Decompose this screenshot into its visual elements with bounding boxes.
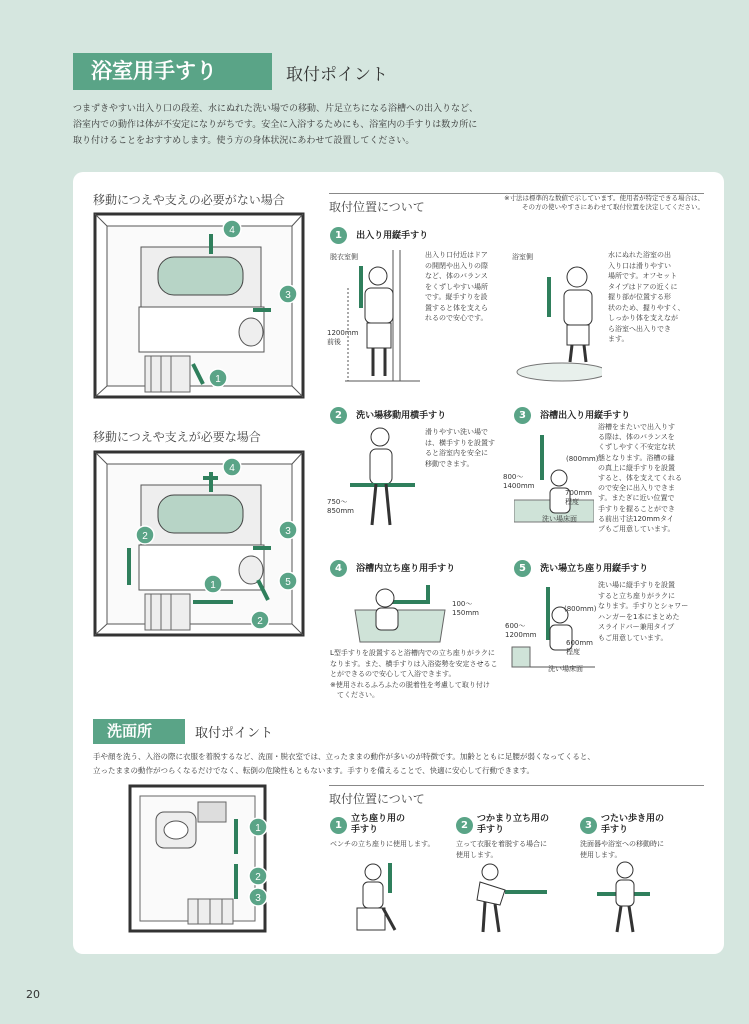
item-title: 浴槽内立ち座り用手すり <box>356 564 456 574</box>
item-2-text <box>425 427 495 469</box>
text-line: 洗い場に縦手すりを設置 <box>598 581 675 589</box>
text-line: ると浴室内を安全に <box>425 449 488 457</box>
text-line: す。またぎに近い位置で <box>598 494 675 503</box>
bath-item-3-heading <box>514 403 630 424</box>
wash-item-1-heading <box>330 814 405 836</box>
text-line: 浴槽をまたいで出入りす <box>598 423 675 431</box>
wash-subtitle: 取付ポイント <box>195 726 274 741</box>
dim-line: 1400mm <box>503 482 535 490</box>
plan-marker: 2 <box>257 616 263 627</box>
number-badge: 1 <box>330 227 347 244</box>
title-line: 手すり <box>477 825 505 835</box>
item-1-text-a <box>425 250 488 324</box>
figure-doorway <box>345 248 420 383</box>
bath-item-4-heading <box>330 556 455 577</box>
text-line: 水にぬれた浴室の出 <box>608 251 671 259</box>
figure-walking <box>350 425 420 535</box>
text-line: 使用します。 <box>580 850 622 859</box>
text-line: 状のため、握りやすく、 <box>608 303 685 312</box>
wash-intro-line: 立ったままの動作がつらくなるだけでなく、転倒の危険性もともないます。手すりを備えることで、快適に安心して行動できます。 <box>93 766 534 775</box>
text-line: れるので安心です。 <box>425 314 488 322</box>
bath-intro-line: つまずきやすい出入り口の段差、水にぬれた洗い場での移動、片足立ちになる浴槽への出入りなど、 <box>73 104 479 114</box>
text-line: くずしやすく不安定な状 <box>598 443 675 452</box>
text-line: すると、体を支えてくれる <box>598 474 682 483</box>
dim-line: 750～ <box>327 498 348 506</box>
text-line: ます。 <box>608 335 629 343</box>
plan-marker: 4 <box>229 463 235 474</box>
dim-label <box>327 498 354 516</box>
bath-item-5-heading <box>514 556 648 577</box>
number-badge: 1 <box>330 817 347 834</box>
wash-pos-title: 取付位置について <box>329 792 425 806</box>
wash-item-3-heading <box>580 814 664 836</box>
item-title <box>601 814 664 836</box>
text-line: 置すると体を支えら <box>425 303 488 312</box>
dim-line: 600～ <box>505 622 526 630</box>
dim-line: 150mm <box>452 609 479 617</box>
wash-item-2-text <box>456 839 547 860</box>
text-line: 出入り口付近はドア <box>425 251 488 259</box>
text-line: 入り口は滑りやすい <box>608 261 671 270</box>
text-line: は、横手すりを設置す <box>425 438 495 447</box>
title-line: つたい歩き用の <box>601 814 665 824</box>
item-3-text <box>598 422 682 534</box>
item-title: 出入り用縦手すり <box>356 231 429 241</box>
figure-bench <box>355 858 415 936</box>
text-line: プもご用意しています。 <box>598 525 675 534</box>
text-line: 握り部が位置する形 <box>608 293 671 301</box>
side-label: 脱衣室側 <box>330 253 358 261</box>
text-line: ので安全に出入りできま <box>598 484 675 493</box>
dim-label <box>503 473 534 491</box>
dim-label: (800mm) <box>566 455 599 463</box>
item-4-text <box>330 648 497 701</box>
wash-item-3-text <box>580 839 664 860</box>
dim-label <box>452 600 479 618</box>
text-line: 態となります。浴槽の縁 <box>598 453 675 462</box>
title-line: 立ち座り用の <box>351 814 406 824</box>
wash-plan <box>128 784 273 934</box>
bath-intro-line: 浴室内での動作は体が不安定になりがちです。安全に入浴するためにも、浴室内の手すりは数カ所に <box>73 120 478 130</box>
dim-line: 100～ <box>452 600 473 608</box>
text-line: もご用意しています。 <box>598 633 668 642</box>
item-title <box>477 814 549 836</box>
text-line: 立って衣服を着脱する場合に <box>456 840 547 848</box>
number-badge: 4 <box>330 560 347 577</box>
dim-label <box>566 639 593 657</box>
text-line: など、体のバランス <box>425 272 488 280</box>
dim-line: 800～ <box>503 473 524 481</box>
dim-line: 850mm <box>327 507 354 515</box>
dim-label <box>505 622 536 640</box>
note-line: その方の使いやすさにあわせて取付位置を決定してください。 <box>522 203 704 211</box>
text-line: 使用します。 <box>456 850 498 859</box>
note-line: ※寸法は標準的な数値で示しています。使用者が特定できる場合は、 <box>504 194 704 202</box>
number-badge: 2 <box>330 407 347 424</box>
plan-marker: 1 <box>215 374 221 385</box>
dim-line: 700mm <box>565 489 592 497</box>
title-line: 手すり <box>351 825 379 835</box>
figure-holding <box>465 860 550 936</box>
text-line: の開閉や出入りの際 <box>425 261 488 270</box>
wash-item-1-text: ベンチの立ち座りに使用します。 <box>330 840 435 848</box>
dim-line: 程度 <box>565 498 579 506</box>
bath-pos-title: 取付位置について <box>329 200 425 214</box>
figure-bath-entry <box>512 262 602 382</box>
plan-marker: 2 <box>142 531 148 542</box>
plan-marker: 5 <box>285 577 291 588</box>
dim-line: 1200mm <box>327 329 359 337</box>
number-badge: 5 <box>514 560 531 577</box>
item-5-text <box>598 580 688 643</box>
divider <box>329 193 704 194</box>
plan-marker: 1 <box>210 580 216 591</box>
case2-label: 移動につえや支えが必要な場合 <box>93 430 261 444</box>
text-line: タイプはドアの近くに <box>608 282 678 291</box>
text-line: なります。また、横手すりは入浴姿勢を安定させるこ <box>330 659 498 668</box>
wash-title-box <box>93 719 185 744</box>
text-line: スライドバー兼用タイプ <box>598 623 675 631</box>
title-line: つかまり立ち用の <box>477 814 550 824</box>
text-line: すると立ち座りがラクに <box>598 591 675 600</box>
text-line: てください。 <box>330 691 379 699</box>
text-line: の真上に縦手すりを設置 <box>598 463 675 472</box>
wash-item-2-heading <box>456 814 549 836</box>
text-line: L型手すりを設置すると浴槽内での立ち座りがラクに <box>330 649 495 657</box>
text-line: です。縦手すりを設 <box>425 293 488 301</box>
plan-marker: 3 <box>255 893 261 904</box>
plan-marker: 3 <box>285 526 291 537</box>
text-line: 滑りやすい洗い場で <box>425 428 488 436</box>
text-line: をくずしやすい場所 <box>425 282 488 291</box>
bath-intro-line: 取り付けることをおすすめします。使う方の身体状況にあわせて設置してください。 <box>73 136 415 146</box>
dim-label <box>565 489 592 507</box>
bath-intro <box>73 101 478 149</box>
dim-line: 1200mm <box>505 631 537 639</box>
plan-marker: 4 <box>229 225 235 236</box>
wash-intro-line: 手や顔を洗う、入浴の際に衣服を着脱するなど、洗面・脱衣室では、立ったままの動作が多いのが特徴です。加齢とともに足腰が弱くなってくると、 <box>93 752 595 761</box>
bath-item-1-heading <box>330 223 428 244</box>
page-number: 20 <box>26 988 40 1001</box>
bath-subtitle: 取付ポイント <box>286 65 388 85</box>
floor-label: 洗い場床面 <box>548 665 583 673</box>
bath-note <box>462 194 704 212</box>
plan-marker: 1 <box>255 823 261 834</box>
text-line: しっかり体を支えなが <box>608 314 678 322</box>
dim-label: (800mm) <box>564 605 597 613</box>
bath-title-box <box>73 53 272 90</box>
number-badge: 2 <box>456 817 473 834</box>
number-badge: 3 <box>514 407 531 424</box>
wash-title: 洗面所 <box>107 722 153 740</box>
text-line: 洗面器や浴室への移動時に <box>580 840 664 848</box>
text-line: なります。手すりとシャワー <box>598 602 689 610</box>
text-line: ら浴室へ出入りでき <box>608 324 671 333</box>
text-line: ハンガーを1本にまとめた <box>598 612 680 621</box>
text-line: 場所です。オフセット <box>608 272 678 280</box>
figure-in-tub <box>350 580 450 645</box>
title-line: 手すり <box>601 825 629 835</box>
figure-walk-along <box>595 860 655 936</box>
bath-title: 浴室用手すり <box>91 59 217 83</box>
case1-label: 移動につえや支えの必要がない場合 <box>93 193 285 207</box>
plan-marker: 2 <box>255 872 261 883</box>
side-label: 浴室側 <box>512 253 533 261</box>
text-line: 手すりを握ることができ <box>598 504 675 513</box>
text-line: ※使用されるふろふたの脱着性を考慮して取り付け <box>330 680 490 689</box>
text-line: 移動できます。 <box>425 459 474 468</box>
item-1-text-b <box>608 250 685 345</box>
item-title <box>351 814 405 836</box>
text-line: とができるので安心して入浴できます。 <box>330 670 456 678</box>
item-title: 洗い場移動用横手すり <box>356 411 447 421</box>
dim-line: 程度 <box>566 648 580 656</box>
item-title: 洗い場立ち座り用縦手すり <box>540 564 649 574</box>
bath-plan-1 <box>93 212 308 402</box>
dim-line: 600mm <box>566 639 593 647</box>
plan-marker: 3 <box>285 290 291 301</box>
number-badge: 3 <box>580 817 597 834</box>
divider <box>329 785 704 786</box>
item-title: 浴槽出入り用縦手すり <box>540 411 631 421</box>
text-line: る前出寸法120mmタイ <box>598 514 674 523</box>
text-line: る際は、体のバランスを <box>598 433 675 442</box>
bath-plan-2 <box>93 450 308 640</box>
dim-line: 前後 <box>327 338 341 346</box>
bath-item-2-heading <box>330 403 446 424</box>
wash-intro <box>93 750 595 778</box>
floor-label: 洗い場床面 <box>542 515 577 523</box>
